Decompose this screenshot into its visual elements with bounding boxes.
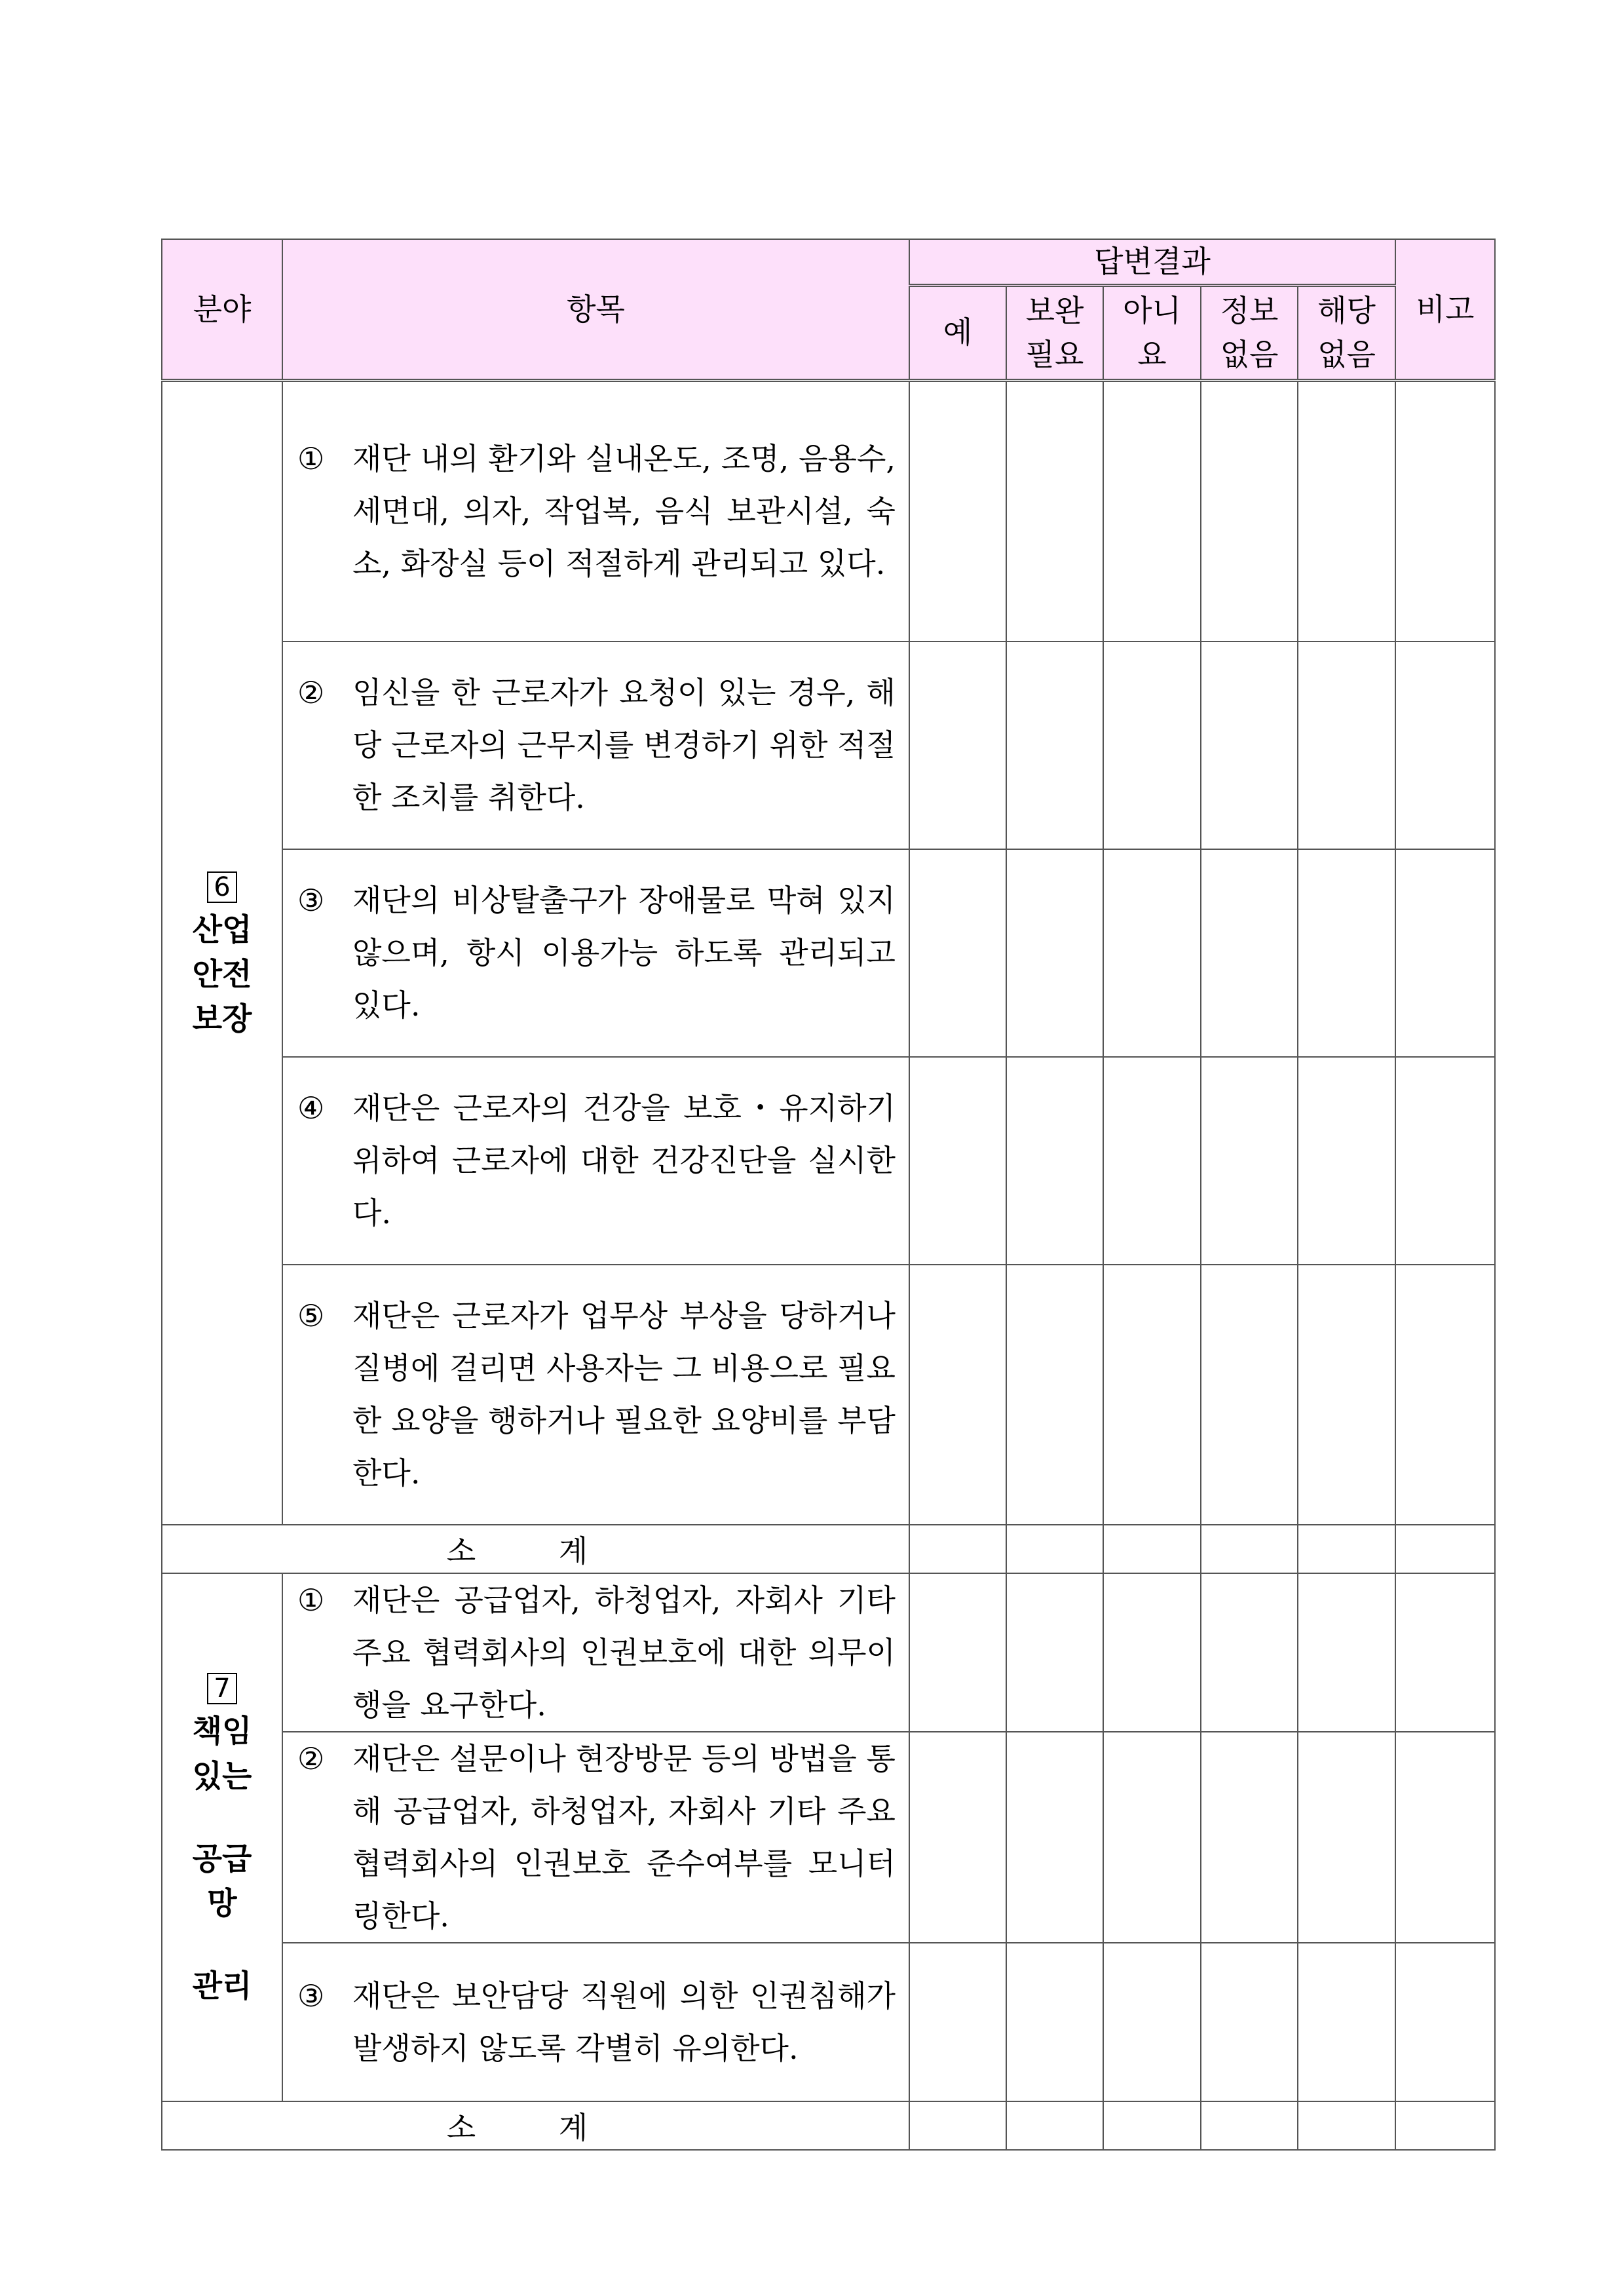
answer-needs-supplement-cell[interactable] bbox=[1006, 849, 1103, 1057]
answer-needs-supplement-cell[interactable] bbox=[1006, 1057, 1103, 1265]
section-title-line: 망 bbox=[207, 1885, 237, 1922]
answer-not-applicable-cell[interactable] bbox=[1298, 1732, 1395, 1943]
answer-needs-supplement-cell[interactable] bbox=[1006, 1573, 1103, 1732]
answer-yes-cell[interactable] bbox=[909, 1057, 1006, 1265]
answer-not-applicable-cell[interactable] bbox=[1298, 641, 1395, 849]
answer-no-info-cell[interactable] bbox=[1201, 1573, 1298, 1732]
section-field bbox=[162, 380, 282, 1525]
note-cell[interactable] bbox=[1395, 641, 1495, 849]
header-answer-needs-supplement bbox=[1006, 285, 1103, 380]
answer-label-bottom: 요 bbox=[1137, 336, 1167, 372]
item-row bbox=[162, 1732, 1495, 1943]
item-text: 재단은 근로자의 건강을 보호・유지하기 위하여 근로자에 대한 건강진단을 실시한다. bbox=[352, 1090, 896, 1231]
header-answer-yes bbox=[909, 285, 1006, 380]
item-text: 재단은 근로자가 업무상 부상을 당하거나 질병에 걸리면 사용자는 그 비용으로 필요한 요양을 행하거나 필요한 요양비를 부담한다. bbox=[352, 1298, 896, 1491]
subtotal-no-info-cell[interactable] bbox=[1201, 1525, 1298, 1573]
answer-label-top: 보완 bbox=[1025, 293, 1084, 328]
answer-no-info-cell[interactable] bbox=[1201, 380, 1298, 641]
answer-label-bottom: 없음 bbox=[1317, 336, 1376, 372]
answer-label-top: 해당 bbox=[1317, 293, 1376, 328]
answer-not-applicable-cell[interactable] bbox=[1298, 1943, 1395, 2101]
item-text-cell bbox=[282, 641, 909, 849]
answer-no-cell[interactable] bbox=[1103, 1265, 1201, 1525]
answer-yes-cell[interactable] bbox=[909, 380, 1006, 641]
answer-not-applicable-cell[interactable] bbox=[1298, 1057, 1395, 1265]
section-title-line: 안전 bbox=[192, 957, 252, 993]
item-text-cell bbox=[282, 1573, 909, 1732]
subtotal-label: 소 계 bbox=[162, 1525, 909, 1573]
subtotal-not-applicable-cell[interactable] bbox=[1298, 1525, 1395, 1573]
header-item: 항목 bbox=[282, 239, 909, 380]
item-row bbox=[162, 1265, 1495, 1525]
answer-needs-supplement-cell[interactable] bbox=[1006, 380, 1103, 641]
subtotal-yes-cell[interactable] bbox=[909, 2101, 1006, 2150]
section-field bbox=[162, 1573, 282, 2101]
answer-label-top: 정보 bbox=[1220, 293, 1279, 328]
answer-needs-supplement-cell[interactable] bbox=[1006, 641, 1103, 849]
section-title-line bbox=[162, 1926, 282, 1964]
answer-yes-cell[interactable] bbox=[909, 1732, 1006, 1943]
subtotal-row bbox=[162, 2101, 1495, 2150]
answer-needs-supplement-cell[interactable] bbox=[1006, 1265, 1103, 1525]
note-cell[interactable] bbox=[1395, 1573, 1495, 1732]
answer-no-info-cell[interactable] bbox=[1201, 1732, 1298, 1943]
header-field: 분야 bbox=[162, 239, 282, 380]
item-number: ③ bbox=[297, 1978, 325, 2014]
header-answer-no-info bbox=[1201, 285, 1298, 380]
subtotal-no-cell[interactable] bbox=[1103, 2101, 1201, 2150]
item-text-cell bbox=[282, 1057, 909, 1265]
item-row bbox=[162, 1573, 1495, 1732]
answer-label-bottom: 없음 bbox=[1220, 336, 1279, 372]
section-title-line: 책임 bbox=[192, 1713, 252, 1750]
subtotal-note-cell[interactable] bbox=[1395, 1525, 1495, 1573]
item-text-cell bbox=[282, 849, 909, 1057]
answer-no-cell[interactable] bbox=[1103, 1057, 1201, 1265]
header-row bbox=[162, 239, 1495, 285]
note-cell[interactable] bbox=[1395, 380, 1495, 641]
answer-label-bottom: 필요 bbox=[1025, 336, 1084, 372]
answer-no-cell[interactable] bbox=[1103, 1943, 1201, 2101]
item-number: ② bbox=[297, 675, 325, 711]
section-title-line: 공급 bbox=[192, 1841, 252, 1877]
item-text-cell bbox=[282, 1265, 909, 1525]
answer-no-info-cell[interactable] bbox=[1201, 1943, 1298, 2101]
answer-label-top: 아니 bbox=[1123, 293, 1181, 328]
answer-no-info-cell[interactable] bbox=[1201, 849, 1298, 1057]
section-number-box: 7 bbox=[207, 1673, 237, 1704]
note-cell[interactable] bbox=[1395, 1265, 1495, 1525]
note-cell[interactable] bbox=[1395, 1057, 1495, 1265]
subtotal-no-cell[interactable] bbox=[1103, 1525, 1201, 1573]
subtotal-note-cell[interactable] bbox=[1395, 2101, 1495, 2150]
item-text: 임신을 한 근로자가 요청이 있는 경우, 해당 근로자의 근무지를 변경하기 위한 적절한 조치를 취한다. bbox=[352, 675, 896, 816]
answer-yes-cell[interactable] bbox=[909, 1943, 1006, 2101]
item-text-cell bbox=[282, 1732, 909, 1943]
answer-no-info-cell[interactable] bbox=[1201, 641, 1298, 849]
answer-label: 예 bbox=[943, 315, 973, 351]
section-title-line: 있는 bbox=[192, 1758, 252, 1795]
item-row bbox=[162, 1057, 1495, 1265]
item-text: 재단의 비상탈출구가 장애물로 막혀 있지 않으며, 항시 이용가능 하도록 관리되고 있다. bbox=[352, 883, 896, 1024]
item-text-cell bbox=[282, 1943, 909, 2101]
answer-needs-supplement-cell[interactable] bbox=[1006, 1943, 1103, 2101]
subtotal-label: 소 계 bbox=[162, 2101, 909, 2150]
item-text: 재단은 보안담당 직원에 의한 인권침해가 발생하지 않도록 각별히 유의한다. bbox=[352, 1978, 896, 2066]
note-cell[interactable] bbox=[1395, 1732, 1495, 1943]
answer-no-cell[interactable] bbox=[1103, 1732, 1201, 1943]
answer-not-applicable-cell[interactable] bbox=[1298, 380, 1395, 641]
item-number: ① bbox=[297, 1582, 325, 1618]
subtotal-no-info-cell[interactable] bbox=[1201, 2101, 1298, 2150]
item-row bbox=[162, 380, 1495, 641]
section-title-line: 산업 bbox=[192, 912, 252, 949]
answer-no-info-cell[interactable] bbox=[1201, 1057, 1298, 1265]
answer-not-applicable-cell[interactable] bbox=[1298, 849, 1395, 1057]
item-text: 재단 내의 환기와 실내온도, 조명, 음용수, 세면대, 의자, 작업복, 음식 보관시설, 숙소, 화장실 등이 적절하게 관리되고 있다. bbox=[352, 441, 896, 582]
answer-no-cell[interactable] bbox=[1103, 849, 1201, 1057]
section-title-line bbox=[162, 1799, 282, 1837]
subtotal-yes-cell[interactable] bbox=[909, 1525, 1006, 1573]
item-number: ④ bbox=[297, 1090, 325, 1126]
answer-needs-supplement-cell[interactable] bbox=[1006, 1732, 1103, 1943]
answer-no-cell[interactable] bbox=[1103, 1573, 1201, 1732]
header-answer-no bbox=[1103, 285, 1201, 380]
item-number: ③ bbox=[297, 883, 325, 919]
item-text: 재단은 공급업자, 하청업자, 자회사 기타 주요 협력회사의 인권보호에 대한 의무이행을 요구한다. bbox=[352, 1582, 896, 1723]
note-cell[interactable] bbox=[1395, 849, 1495, 1057]
item-number: ② bbox=[297, 1740, 325, 1776]
item-row bbox=[162, 849, 1495, 1057]
answer-no-info-cell[interactable] bbox=[1201, 1265, 1298, 1525]
answer-yes-cell[interactable] bbox=[909, 1573, 1006, 1732]
item-number: ① bbox=[297, 441, 325, 477]
answer-yes-cell[interactable] bbox=[909, 849, 1006, 1057]
checklist-table bbox=[161, 239, 1496, 2151]
item-row bbox=[162, 641, 1495, 849]
section-number-box: 6 bbox=[207, 871, 237, 903]
answer-no-cell[interactable] bbox=[1103, 380, 1201, 641]
answer-not-applicable-cell[interactable] bbox=[1298, 1573, 1395, 1732]
subtotal-not-applicable-cell[interactable] bbox=[1298, 2101, 1395, 2150]
header-answer-group: 답변결과 bbox=[909, 239, 1395, 285]
item-number: ⑤ bbox=[297, 1298, 325, 1334]
note-cell[interactable] bbox=[1395, 1943, 1495, 2101]
answer-not-applicable-cell[interactable] bbox=[1298, 1265, 1395, 1525]
section-title-line: 보장 bbox=[192, 1001, 252, 1038]
header-note: 비고 bbox=[1395, 239, 1495, 380]
subtotal-needs-supplement-cell[interactable] bbox=[1006, 1525, 1103, 1573]
item-text-cell bbox=[282, 380, 909, 641]
item-row bbox=[162, 1943, 1495, 2101]
section-title-line: 관리 bbox=[192, 1968, 252, 2004]
answer-yes-cell[interactable] bbox=[909, 641, 1006, 849]
answer-yes-cell[interactable] bbox=[909, 1265, 1006, 1525]
answer-no-cell[interactable] bbox=[1103, 641, 1201, 849]
subtotal-needs-supplement-cell[interactable] bbox=[1006, 2101, 1103, 2150]
subtotal-row bbox=[162, 1525, 1495, 1573]
header-answer-not-applicable bbox=[1298, 285, 1395, 380]
item-text: 재단은 설문이나 현장방문 등의 방법을 통해 공급업자, 하청업자, 자회사 기타 주요 협력회사의 인권보호 준수여부를 모니터링한다. bbox=[352, 1740, 896, 1934]
